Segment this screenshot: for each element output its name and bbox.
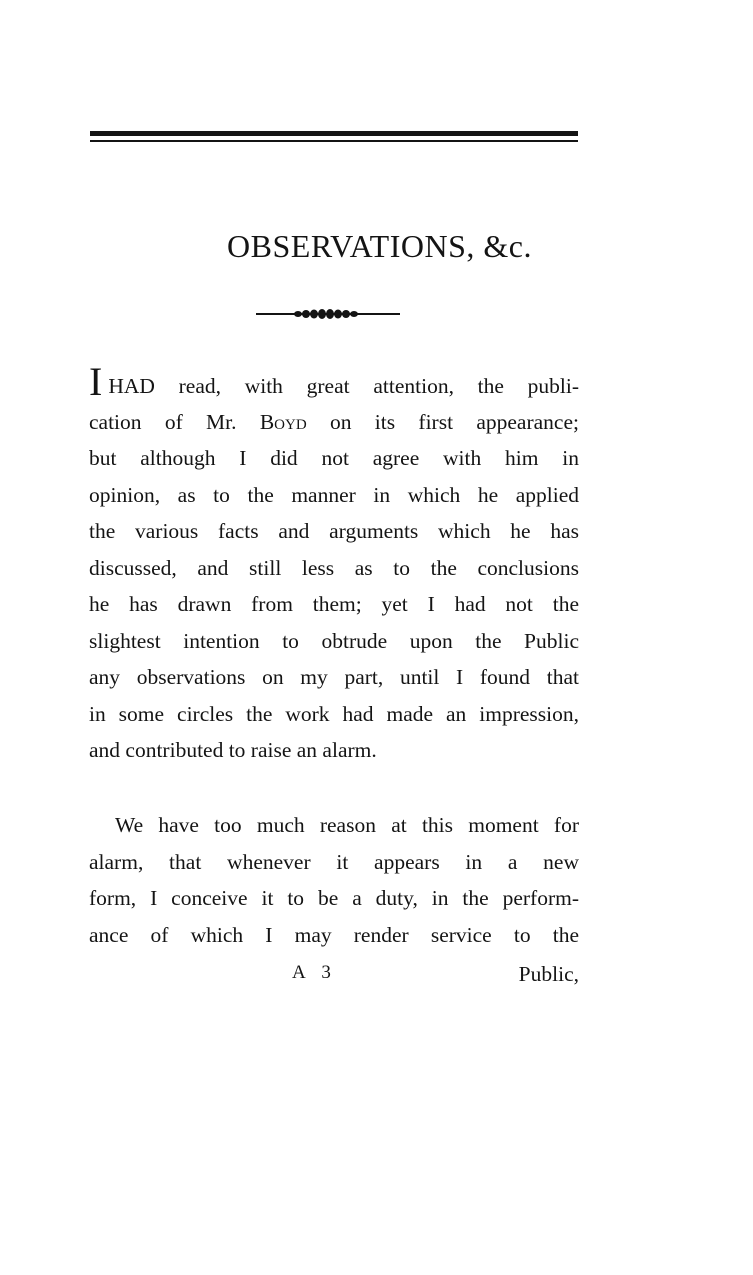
text-line: We have too much reason at this moment for <box>115 813 579 837</box>
author-name: Boyd <box>259 409 307 434</box>
text-line: discussed, and still less as to the conclusions <box>89 555 579 580</box>
header-thin-rule <box>90 140 578 142</box>
text-line: ance of which I may render service to the <box>89 922 579 947</box>
text-line: cation of Mr. Boyd on its first appearance; <box>89 409 579 434</box>
text-line: slightest intention to obtrude upon the Public <box>89 628 579 653</box>
text-line: any observations on my part, until I found that <box>89 665 579 689</box>
text-line: he has drawn from them; yet I had not the <box>89 592 579 616</box>
header-thick-rule <box>90 131 578 136</box>
text-line: in some circles the work had made an impression, <box>89 701 579 726</box>
text-line: form, I conceive it to be a duty, in the perform- <box>89 886 579 910</box>
catchword: Public, <box>518 962 579 986</box>
drop-cap: I <box>89 359 103 404</box>
text-line: the various facts and arguments which he has <box>89 519 579 543</box>
page-footer <box>89 962 579 992</box>
page-title: OBSERVATIONS, &c. <box>227 228 532 264</box>
ornament-divider <box>256 306 400 320</box>
text-line: but although I did not agree with him in <box>89 446 579 470</box>
paragraph-2 <box>89 807 579 953</box>
text-line: opinion, as to the manner in which he applied <box>89 482 579 507</box>
text-line: IHAD read, with great attention, the publi- <box>89 359 579 404</box>
text-line: alarm, that whenever it appears in a new <box>89 849 579 874</box>
paragraph-1 <box>89 359 579 769</box>
header-double-rule <box>90 131 578 147</box>
signature-mark: A 3 <box>292 962 337 983</box>
text-line: and contributed to raise an alarm. <box>89 738 377 762</box>
